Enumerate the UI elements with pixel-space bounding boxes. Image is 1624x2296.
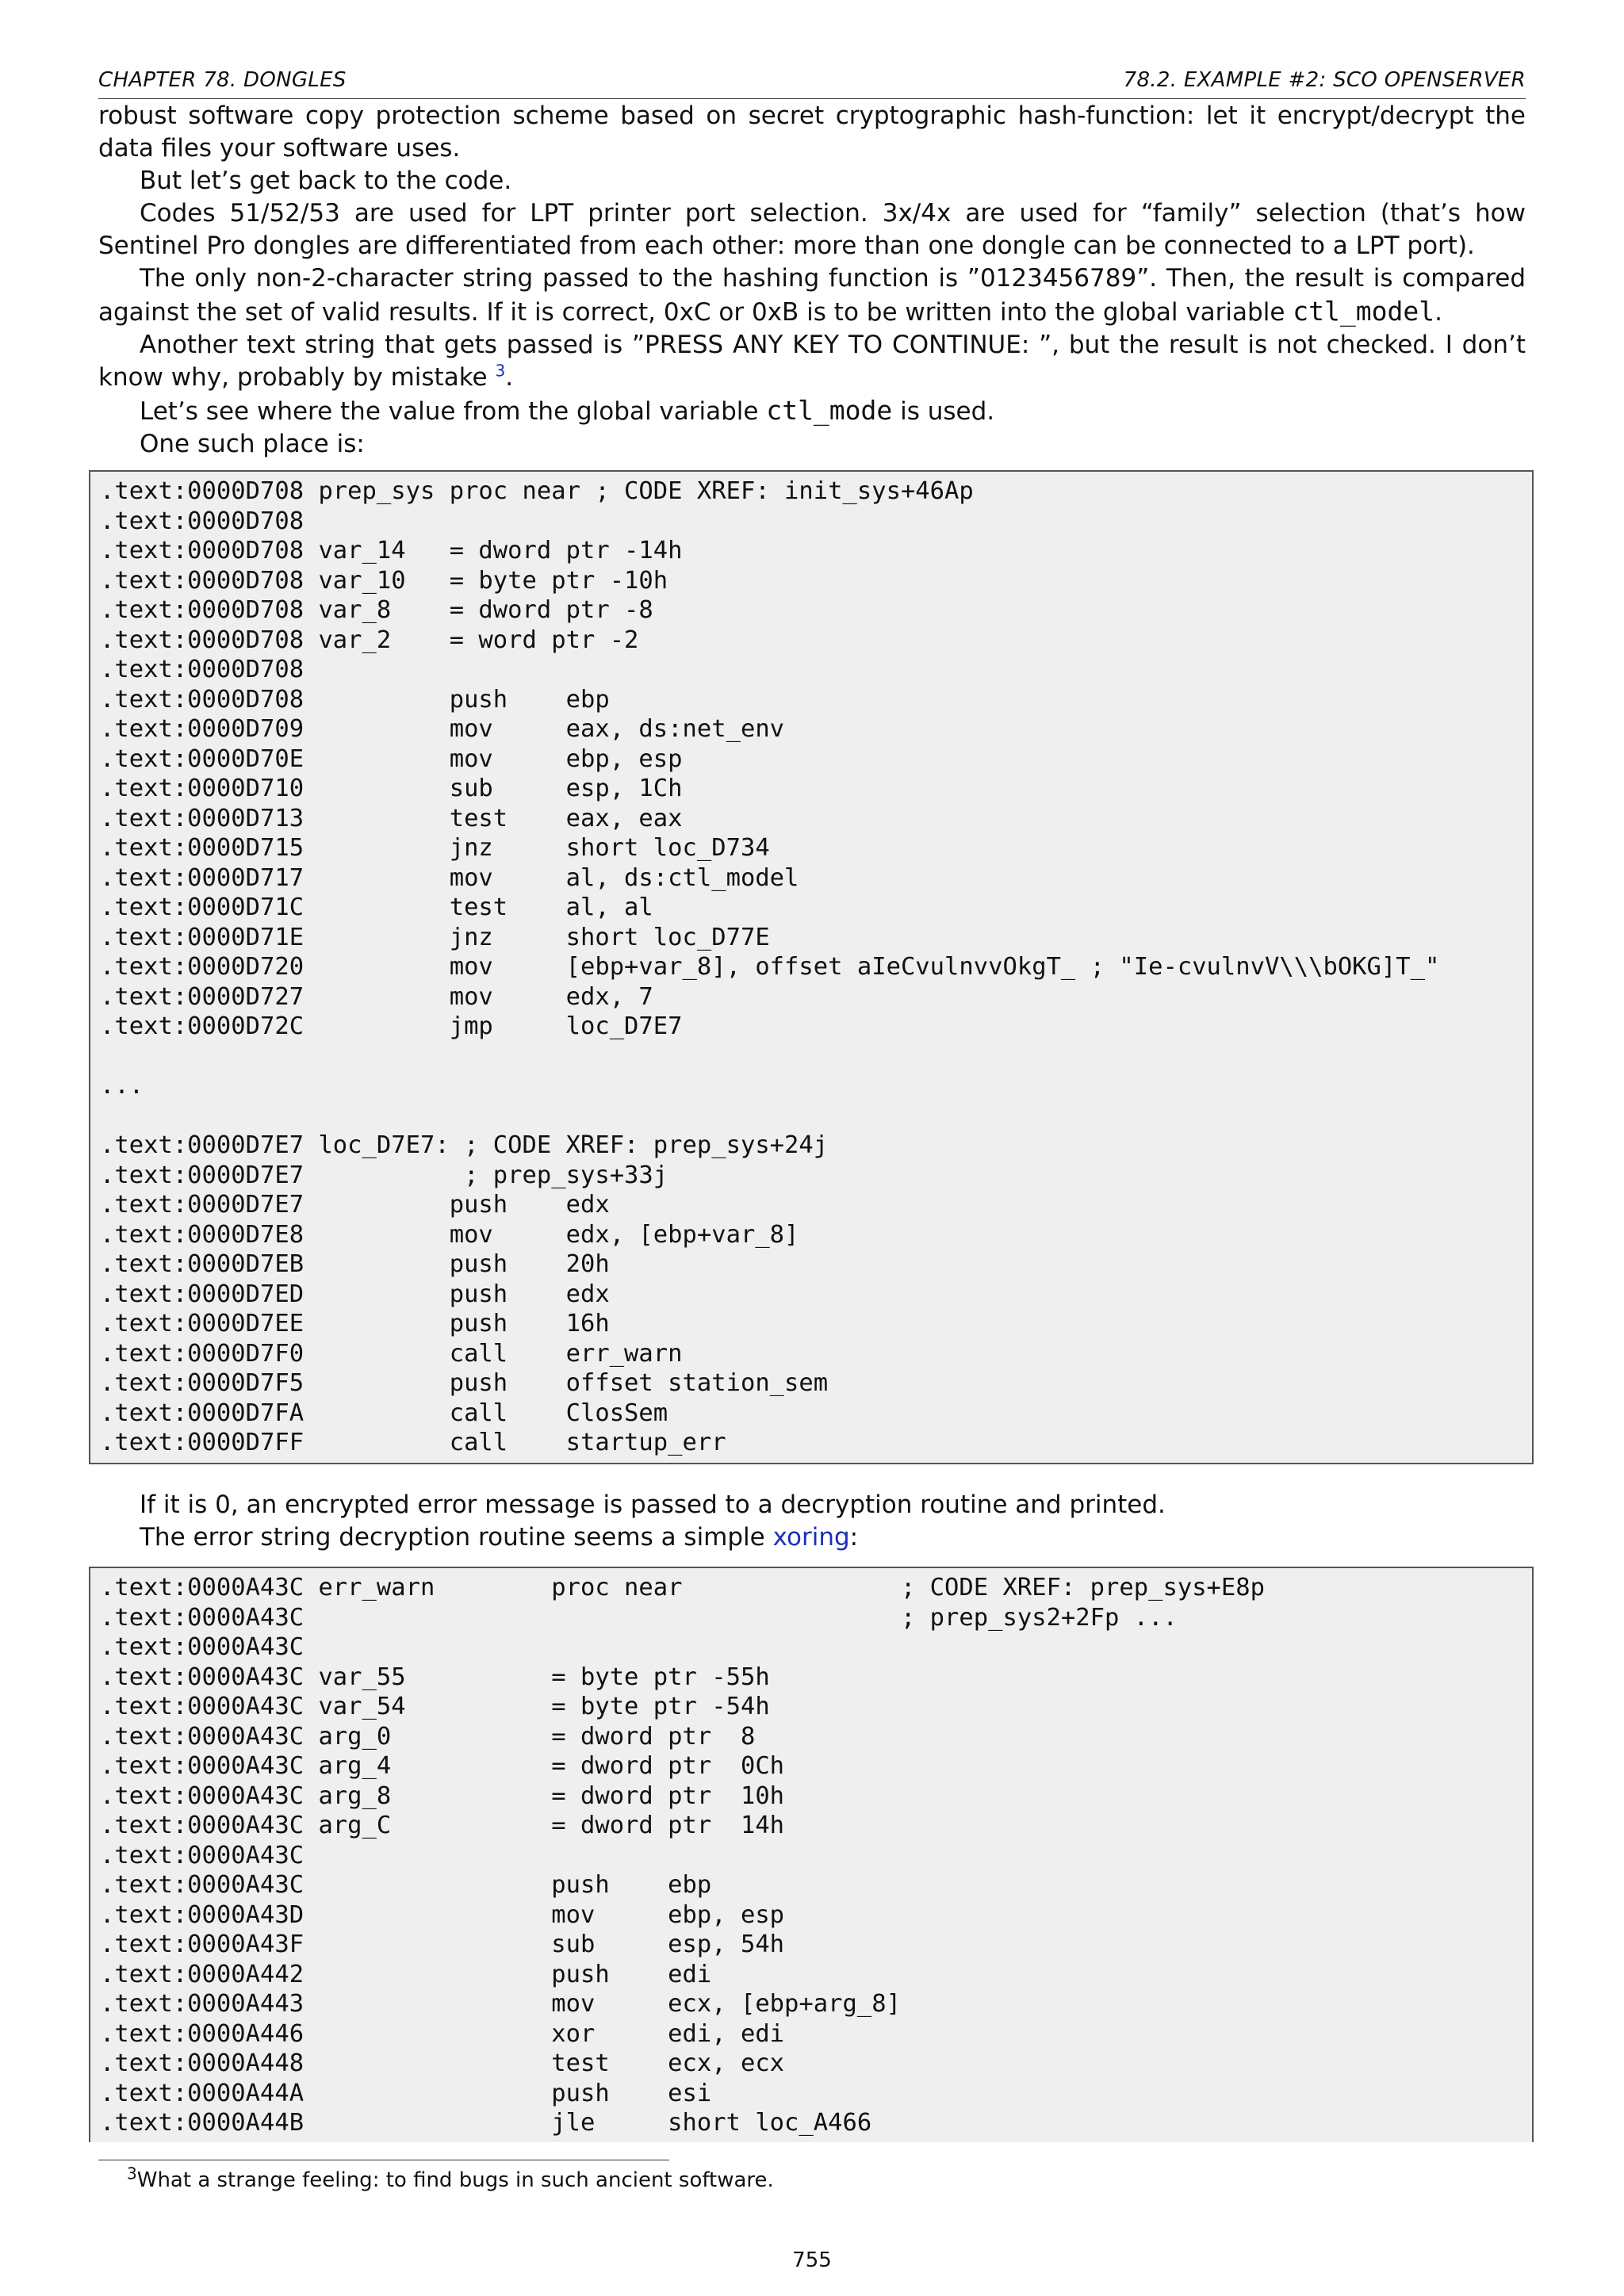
code-listing-prep-sys (89, 470, 1534, 1464)
paragraph: Let’s see where the value from the global variable ctl_mode is used. (140, 395, 995, 426)
xoring-link[interactable]: xoring (772, 1523, 850, 1552)
body-text-top (98, 100, 1526, 461)
page-number: 755 (792, 2248, 832, 2272)
section-title: 78.2. EXAMPLE #2: SCO OPENSERVER (1123, 68, 1526, 92)
inline-code: ctl_mode (766, 395, 893, 426)
body-text-middle (98, 1489, 1526, 1554)
paragraph: One such place is: (140, 430, 365, 458)
footnote-reference[interactable]: 3 (495, 361, 506, 381)
paragraph: But let’s get back to the code. (140, 166, 512, 195)
code-listing-err-warn (89, 1567, 1534, 2142)
paragraph: robust software copy protection scheme based on secret cryptographic hash-function: let it encrypt/decrypt the data files your software uses. (98, 101, 1526, 163)
code-block: .text:0000A43C err_warn proc near ; CODE XREF: prep_sys+E8p .text:0000A43C ; prep_sys2+2Fp ... .text:0000A43C .text:0000A43C var_55 = byte ptr -55h .text:0000A43C var_54 = byte ptr -54h .text:0000A43C arg_0 = dword ptr 8 .text:0000A43C arg_4 = dword ptr 0Ch .text:0000A43C arg_8 = dword ptr 10h .text:0000A43C arg_C = dword ptr 14h .text:0000A43C .text:0000A43C push ebp .text:0000A43D mov ebp, esp .text:0000A43F sub esp, 54h .text:0000A442 push edi .text:0000A443 mov ecx, [ebp+arg_8] .text:0000A446 xor edi, edi .text:0000A448 test ecx, ecx .text:0000A44A push esi .text:0000A44B jle short loc_A466 (100, 1574, 1266, 2137)
paragraph: Another text string that gets passed is ”PRESS ANY KEY TO CONTINUE: ”, but the result is not checked. I don’t know why, probably by mistake $^3$. (98, 331, 1526, 392)
paragraph: The error string decryption routine seems a simple xoring: (140, 1523, 859, 1552)
code-block: .text:0000D708 prep_sys proc near ; CODE XREF: init_sys+46Ap .text:0000D708 .text:0000D708 var_14 = dword ptr -14h .text:0000D708 var_10 = byte ptr -10h .text:0000D708 var_8 = dword ptr -8 .text:0000D708 var_2 = word ptr -2 .text:0000D708 .text:0000D708 push ebp .text:0000D709 mov eax, ds:net_env .text:0000D70E mov ebp, esp .text:0000D710 sub esp, 1Ch .text:0000D713 test eax, eax .text:0000D715 jnz short loc_D734 .text:0000D717 mov al, ds:ctl_model .text:0000D71C test al, al .text:0000D71E jnz short loc_D77E .text:0000D720 mov [ebp+var_8], offset aIeCvulnvvOkgT_ ; "Ie-cvulnvV\\\bOKG]T_" .text:0000D727 mov edx, 7 .text:0000D72C jmp loc_D7E7 ... .text:0000D7E7 loc_D7E7: ; CODE XREF: prep_sys+24j .text:0000D7E7 ; prep_sys+33j .text:0000D7E7 push edx .text:0000D7E8 mov edx, [ebp+var_8] .text:0000D7EB push 20h .text:0000D7ED push edx .text:0000D7EE push 16h .text:0000D7F0 call err_warn .text:0000D7F5 push offset station_sem .text:0000D7FA call ClosSem .text:0000D7FF call startup_err (100, 477, 1440, 1456)
paragraph: Codes 51/52/53 are used for LPT printer port selection. 3x/4x are used for “family” selection (that’s how Sentinel Pro dongles are differentiated from each other: more than one dongle can be connected to a LPT port). (98, 199, 1526, 260)
footnote-text: What a strange feeling: to find bugs in such ancient software. (136, 2168, 774, 2192)
footnote (127, 2166, 774, 2195)
chapter-title: CHAPTER 78. DONGLES (98, 68, 347, 92)
paragraph: If it is 0, an encrypted error message is passed to a decryption routine and printed. (140, 1490, 1166, 1519)
paragraph: The only non-2-character string passed to the hashing function is ”0123456789”. Then, the result is compared against the set of valid results. If it is correct, 0xC or 0xB is to be written into the global variable ctl_model. (98, 264, 1526, 327)
footnote-number: 3 (127, 2164, 137, 2183)
inline-code: ctl_model (1293, 296, 1435, 327)
running-header (98, 67, 1526, 99)
